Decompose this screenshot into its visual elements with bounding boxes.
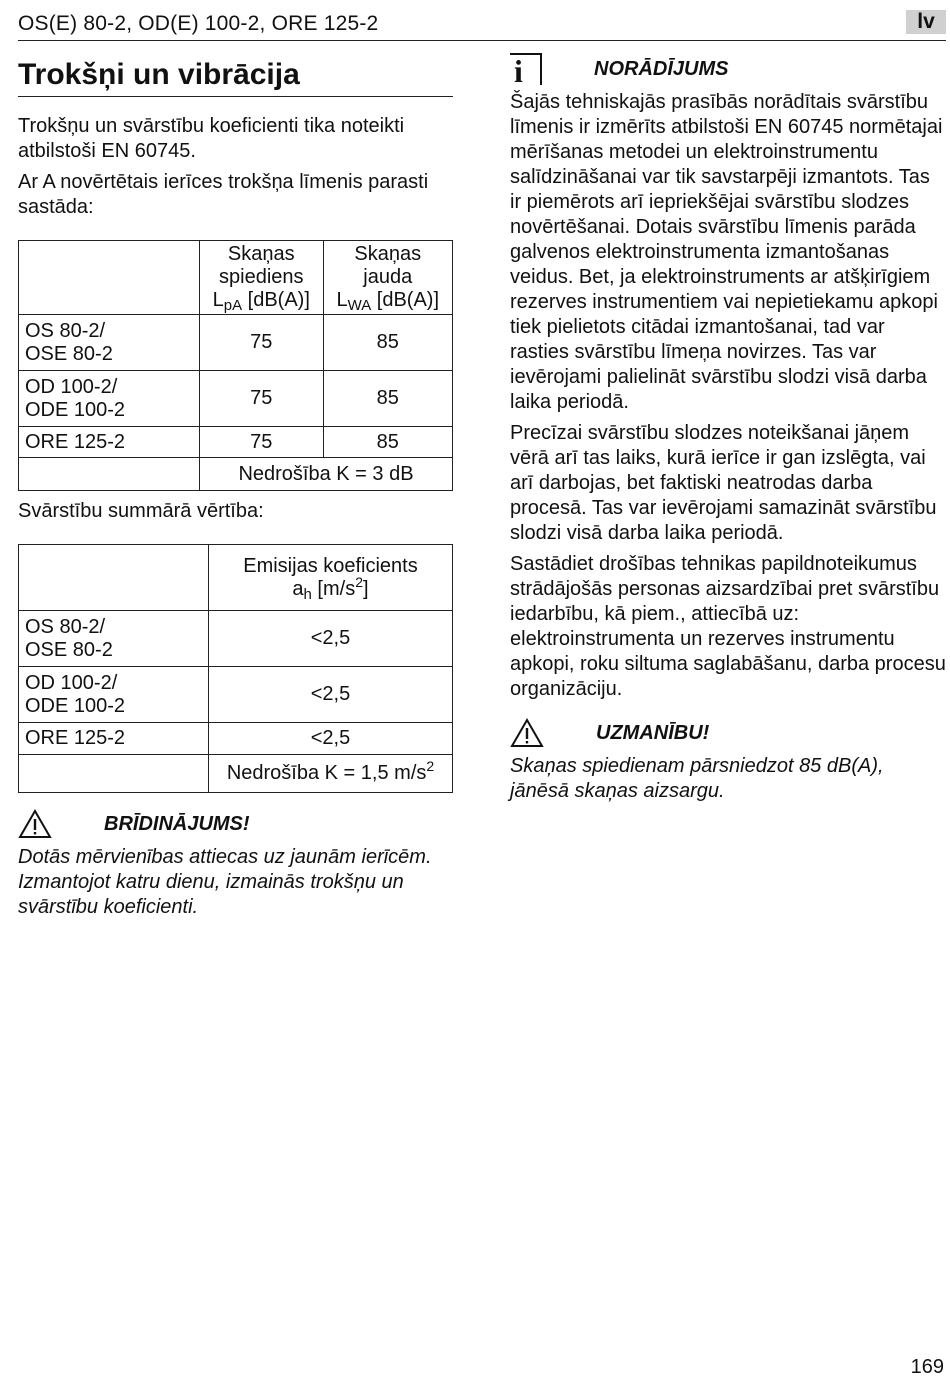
header-line: Emisijas koeficients xyxy=(243,554,418,577)
emission-cell: <2,5 xyxy=(209,611,453,667)
page-number: 169 xyxy=(910,1356,944,1378)
header-line: Skaņas xyxy=(354,243,422,265)
emission-cell: <2,5 xyxy=(209,723,453,755)
table-row xyxy=(19,667,453,723)
header-subscript: WA xyxy=(347,297,372,314)
header-unit: [m/s xyxy=(311,577,356,600)
header-unit: ] xyxy=(363,577,369,600)
header-unit: [dB(A)] xyxy=(242,289,310,311)
caution-title: UZMANĪBU! xyxy=(596,721,710,744)
caution-text: Skaņas spiedienam pārsniedzot 85 dB(A), jānēsā skaņas aizsargu. xyxy=(510,755,884,802)
warning-triangle-icon xyxy=(18,809,52,839)
table-row xyxy=(19,611,453,667)
caution-heading xyxy=(510,716,946,750)
empty-header-cell xyxy=(19,241,200,315)
table-row xyxy=(19,723,453,755)
warning-text: Dotās mērvienības attiecas uz jaunām ierīcēm. Izmantojot katru dienu, izmainās trokšņu un svārstību koeficienti. xyxy=(18,846,432,918)
table-row xyxy=(19,427,453,458)
vibration-table xyxy=(18,544,453,793)
model-cell: OD 100-2/ ODE 100-2 xyxy=(19,667,209,723)
notice-paragraph-2: Precīzai svārstību slodzes noteikšanai jāņem vērā arī tas laiks, kurā ierīce ir gan izslēgta, vai arī darbojas, bet faktiski neatrodas darba procesā. Tas var ievērojami samazināt svārstību slodzi visā darba laika periodā. xyxy=(510,422,937,544)
section-title: Trokšņi un vibrācija xyxy=(18,58,453,97)
header-title: OS(E) 80-2, OD(E) 100-2, ORE 125-2 xyxy=(18,12,379,35)
pressure-cell: 75 xyxy=(200,315,324,371)
notice-title: NORĀDĪJUMS xyxy=(594,57,729,80)
emission-cell: <2,5 xyxy=(209,667,453,723)
header-symbol: L xyxy=(212,289,224,311)
pressure-cell: 75 xyxy=(200,371,324,427)
header-symbol: L xyxy=(336,289,348,311)
language-badge: lv xyxy=(906,10,946,34)
model-cell: OS 80-2/ OSE 80-2 xyxy=(19,611,209,667)
header-subscript: h xyxy=(303,585,312,603)
empty-cell xyxy=(19,458,200,491)
intro-paragraph-2: Ar A novērtētais ierīces trokšņa līmenis parasti sastāda: xyxy=(18,171,429,218)
right-column xyxy=(510,52,946,804)
warning-heading xyxy=(18,807,453,841)
model-cell: OD 100-2/ ODE 100-2 xyxy=(19,371,200,427)
header-symbol: a xyxy=(292,577,304,600)
caution-body xyxy=(510,754,946,804)
warning-title: BRĪDINĀJUMS! xyxy=(104,812,250,835)
uncertainty-row xyxy=(19,458,453,491)
empty-cell xyxy=(19,755,209,793)
model-cell: ORE 125-2 xyxy=(19,723,209,755)
power-cell: 85 xyxy=(323,427,452,458)
table-row xyxy=(19,315,453,371)
sound-power-header xyxy=(323,241,452,315)
noise-uncertainty: Nedrošība K = 3 dB xyxy=(200,458,453,491)
warning-body xyxy=(18,845,453,920)
power-cell: 85 xyxy=(323,315,452,371)
header-line: Skaņas xyxy=(227,243,295,265)
vibration-uncertainty: Nedrošība K = 1,5 $m/s^2$ xyxy=(209,755,453,793)
notice-paragraph-1: Šajās tehniskajās prasībās norādītais svārstību līmenis ir izmērīts atbilstoši EN 60745 normētajai mērīšanas metodei un elektroinstrumentu salīdzināšanai var tik savstarpēji izmantots. Tas ir piemērots arī iepriekšējai svārstību slodzes novērtēšanai. Dotais svārstību līmenis parāda galvenos elektroinstrumenta izmantošanas veidus. Bet, ja elektroinstruments ar atšķirīgiem rezerves instrumentiem vai nepietiekamu apkopi tiek pielietots citādai izmantošanai, tad var rasties svārstību līmeņa novirzes. Tas var ievērojami palielināt svārstību slodzi visā darba laika periodā. xyxy=(510,91,943,413)
sound-pressure-header xyxy=(200,241,324,315)
header-unit: [dB(A)] xyxy=(371,289,440,311)
page-header xyxy=(18,10,946,41)
uncertainty-row xyxy=(19,755,453,793)
table-header-row xyxy=(19,545,453,611)
intro-paragraph-1: Trokšņu un svārstību koeficienti tika noteikti atbilstoši EN 60745. xyxy=(18,115,405,162)
empty-header-cell xyxy=(19,545,209,611)
power-cell: 85 xyxy=(323,371,452,427)
vibration-label: Svārstību summārā vērtība: xyxy=(18,500,264,522)
header-line: spiediens xyxy=(219,266,304,288)
left-column xyxy=(18,58,453,920)
header-superscript: 2 xyxy=(355,573,364,590)
info-icon: i xyxy=(510,53,542,85)
model-cell: OS 80-2/ OSE 80-2 xyxy=(19,315,200,371)
noise-table xyxy=(18,240,453,491)
model-cell: ORE 125-2 xyxy=(19,427,200,458)
emission-header xyxy=(209,545,453,611)
header-line: jauda xyxy=(363,266,413,288)
caution-triangle-icon xyxy=(510,718,544,748)
table-row xyxy=(19,371,453,427)
header-subscript: pA xyxy=(223,297,243,314)
notice-paragraph-3: Sastādiet drošības tehnikas papildnoteikumus strādājošās personas aizsardzībai pret svārstību iedarbību, kā piem., attiecībā uz: elektroinstrumenta un rezerves instrumentu apkopi, roku siltuma saglabāšanu, darba procesu organizāciju. xyxy=(510,553,946,700)
notice-heading xyxy=(510,52,946,89)
pressure-cell: 75 xyxy=(200,427,324,458)
table-header-row xyxy=(19,241,453,315)
